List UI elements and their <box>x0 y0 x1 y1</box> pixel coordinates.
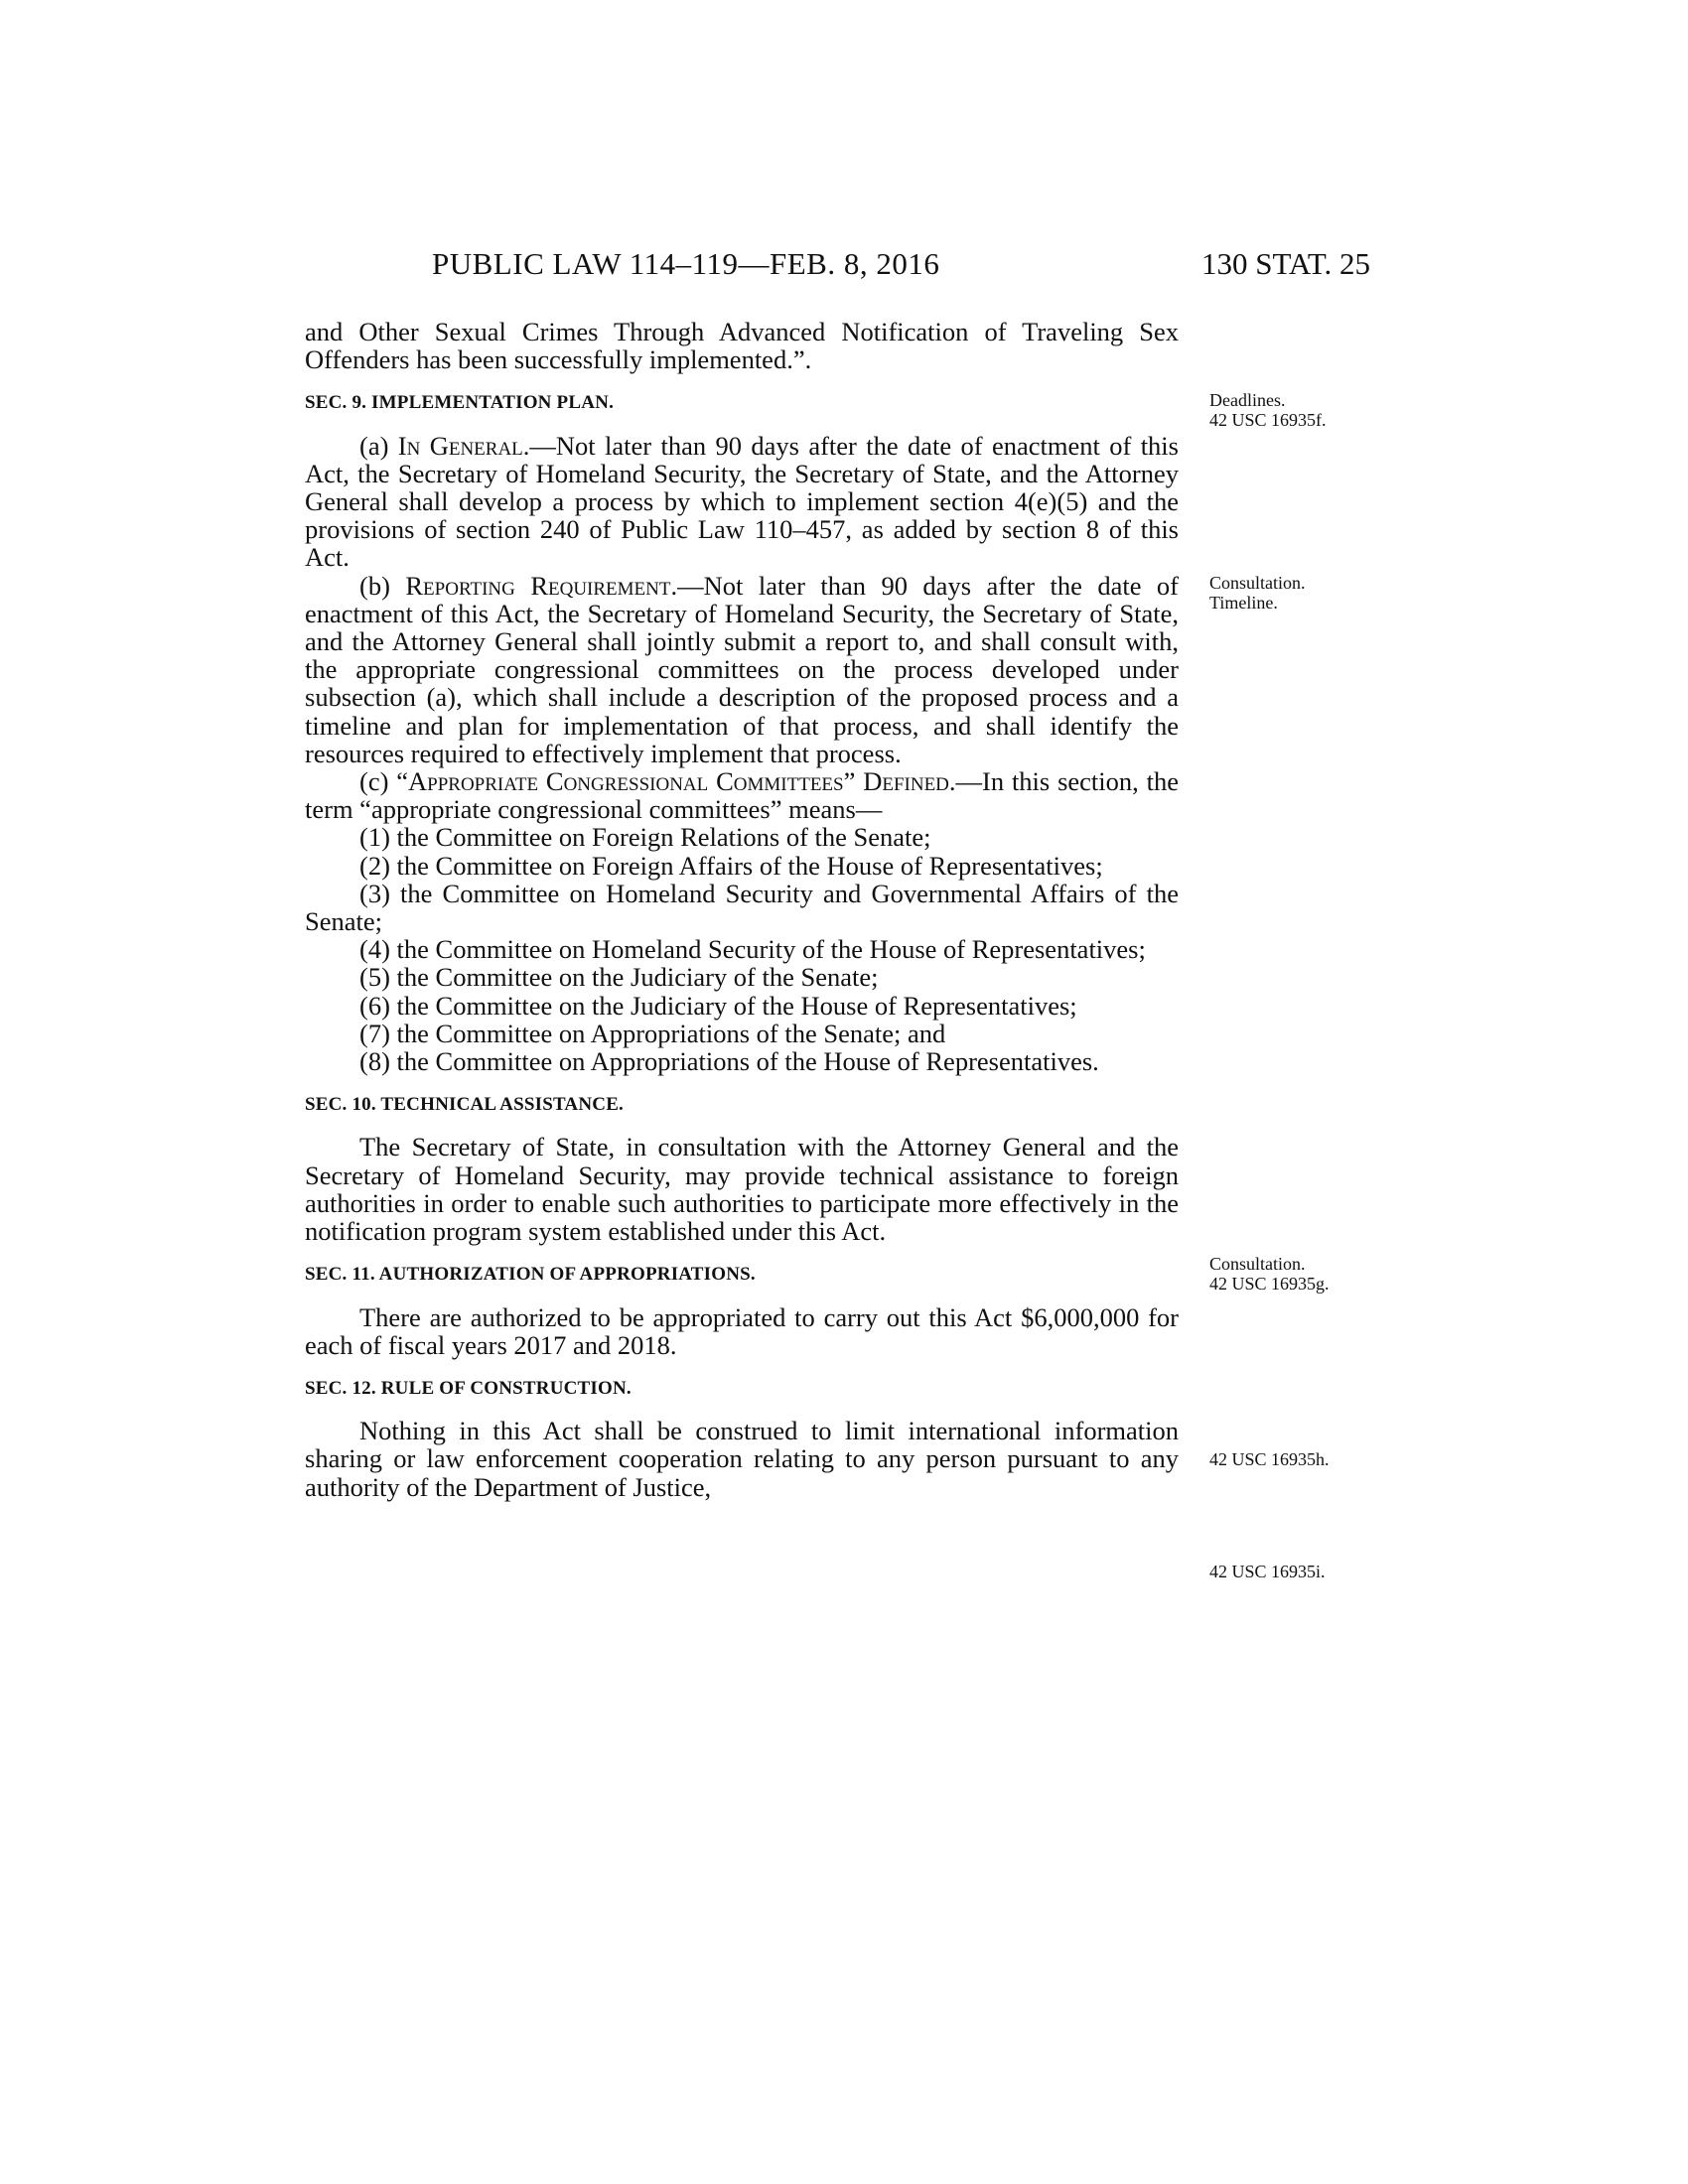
sec9-c-label: (c) “ <box>359 766 409 797</box>
sec11-heading: SEC. 11. AUTHORIZATION OF APPROPRIATIONS. <box>305 1264 756 1286</box>
sec9-a-text: .—Not later than 90 days after the date of enactment of this Act, the Secretary of Homeland Security, the Secretary of State, and the Attorney General shall develop a process by which to implement section 4(e)(5) and the provisions of section 240 of Public Law 110–457, as added by section 8 of this Act. <box>305 430 1179 573</box>
margin-note-line: Timeline. <box>1209 593 1278 613</box>
committee-list <box>305 823 1179 1075</box>
sec9-b-label: (b) <box>359 570 406 601</box>
list-item: (4) the Committee on Homeland Security of the House of Representatives; <box>359 934 1146 965</box>
margin-note-line: Consultation. <box>1209 1254 1306 1274</box>
continuation-paragraph: and Other Sexual Crimes Through Advanced Notification of Traveling Sex Offenders has been successfully implemented.”. <box>305 317 1179 375</box>
margin-note-line: 42 USC 16935g. <box>1209 1274 1330 1294</box>
list-item: (2) the Committee on Foreign Affairs of the House of Representatives; <box>359 850 1103 881</box>
sec10-text: The Secretary of State, in consultation with the Attorney General and the Secretary of Homeland Security, may provide technical assistance to foreign authorities in order to enable such authorities to participate more effectively in the notification program system established under this Act. <box>305 1132 1179 1247</box>
sec10-heading: SEC. 10. TECHNICAL ASSISTANCE. <box>305 1094 625 1116</box>
list-item: (6) the Committee on the Judiciary of the House of Representatives; <box>359 990 1077 1021</box>
header-page-ref: 130 STAT. 25 <box>1200 246 1370 281</box>
sec9-subsection-b <box>305 572 1179 767</box>
sec12-text: Nothing in this Act shall be construed to limit international information sharing or law enforcement cooperation relating to any person pursuant to any authority of the Department of Justice, <box>305 1416 1179 1502</box>
margin-note-consultation-sec10 <box>1209 1254 1330 1294</box>
running-header <box>298 246 1370 294</box>
sec9-b-caption: Reporting Requirement <box>405 570 671 601</box>
margin-note-consultation-timeline <box>1209 573 1306 613</box>
sec9-subsection-a <box>305 432 1179 572</box>
sec9-heading: SEC. 9. IMPLEMENTATION PLAN. <box>305 392 615 414</box>
sec9-c-caption: Appropriate Congressional Committees <box>408 766 844 797</box>
document-body <box>305 318 1179 1501</box>
margin-note-deadlines <box>1209 390 1327 430</box>
margin-note-line: 42 USC 16935f. <box>1209 410 1327 430</box>
header-title: PUBLIC LAW 114–119—FEB. 8, 2016 <box>432 246 940 281</box>
sec9-c-text: .—In this section, the term “appropriate congressional committees” means— <box>305 766 1179 825</box>
list-item: (7) the Committee on Appropriations of the Senate; and <box>359 1018 946 1048</box>
sec11-text: There are authorized to be appropriated to carry out this Act $6,000,000 for each of fiscal years 2017 and 2018. <box>305 1301 1179 1360</box>
list-item: (1) the Committee on Foreign Relations of the Senate; <box>359 822 931 853</box>
list-item: (3) the Committee on Homeland Security and Governmental Affairs of the Senate; <box>305 878 1179 937</box>
sec9-a-label: (a) <box>359 430 398 461</box>
sec9-c-caption2: Defined <box>863 766 949 797</box>
sec9-a-caption: In General <box>397 430 523 461</box>
margin-note-sec12: 42 USC 16935i. <box>1209 1562 1326 1581</box>
margin-note-line: Deadlines. <box>1209 390 1286 410</box>
list-item: (5) the Committee on the Judiciary of the Senate; <box>359 962 879 993</box>
sec9-b-text: .—Not later than 90 days after the date of enactment of this Act, the Secretary of Homeland Security, the Secretary of State, and the Attorney General shall jointly submit a report to, and shall consult with, the appropriate congressional committees on the process developed under subsection (a), which shall include a description of the proposed process and a timeline and plan for implementation of that process, and shall identify the resources required to effectively implement that process. <box>305 570 1179 768</box>
margin-note-line: Consultation. <box>1209 573 1306 593</box>
sec9-c-mid: ” <box>843 766 864 797</box>
sec9-subsection-c <box>305 767 1179 823</box>
margin-note-sec11: 42 USC 16935h. <box>1209 1449 1330 1469</box>
sec12-heading: SEC. 12. RULE OF CONSTRUCTION. <box>305 1377 632 1399</box>
list-item: (8) the Committee on Appropriations of the House of Representatives. <box>359 1046 1099 1077</box>
